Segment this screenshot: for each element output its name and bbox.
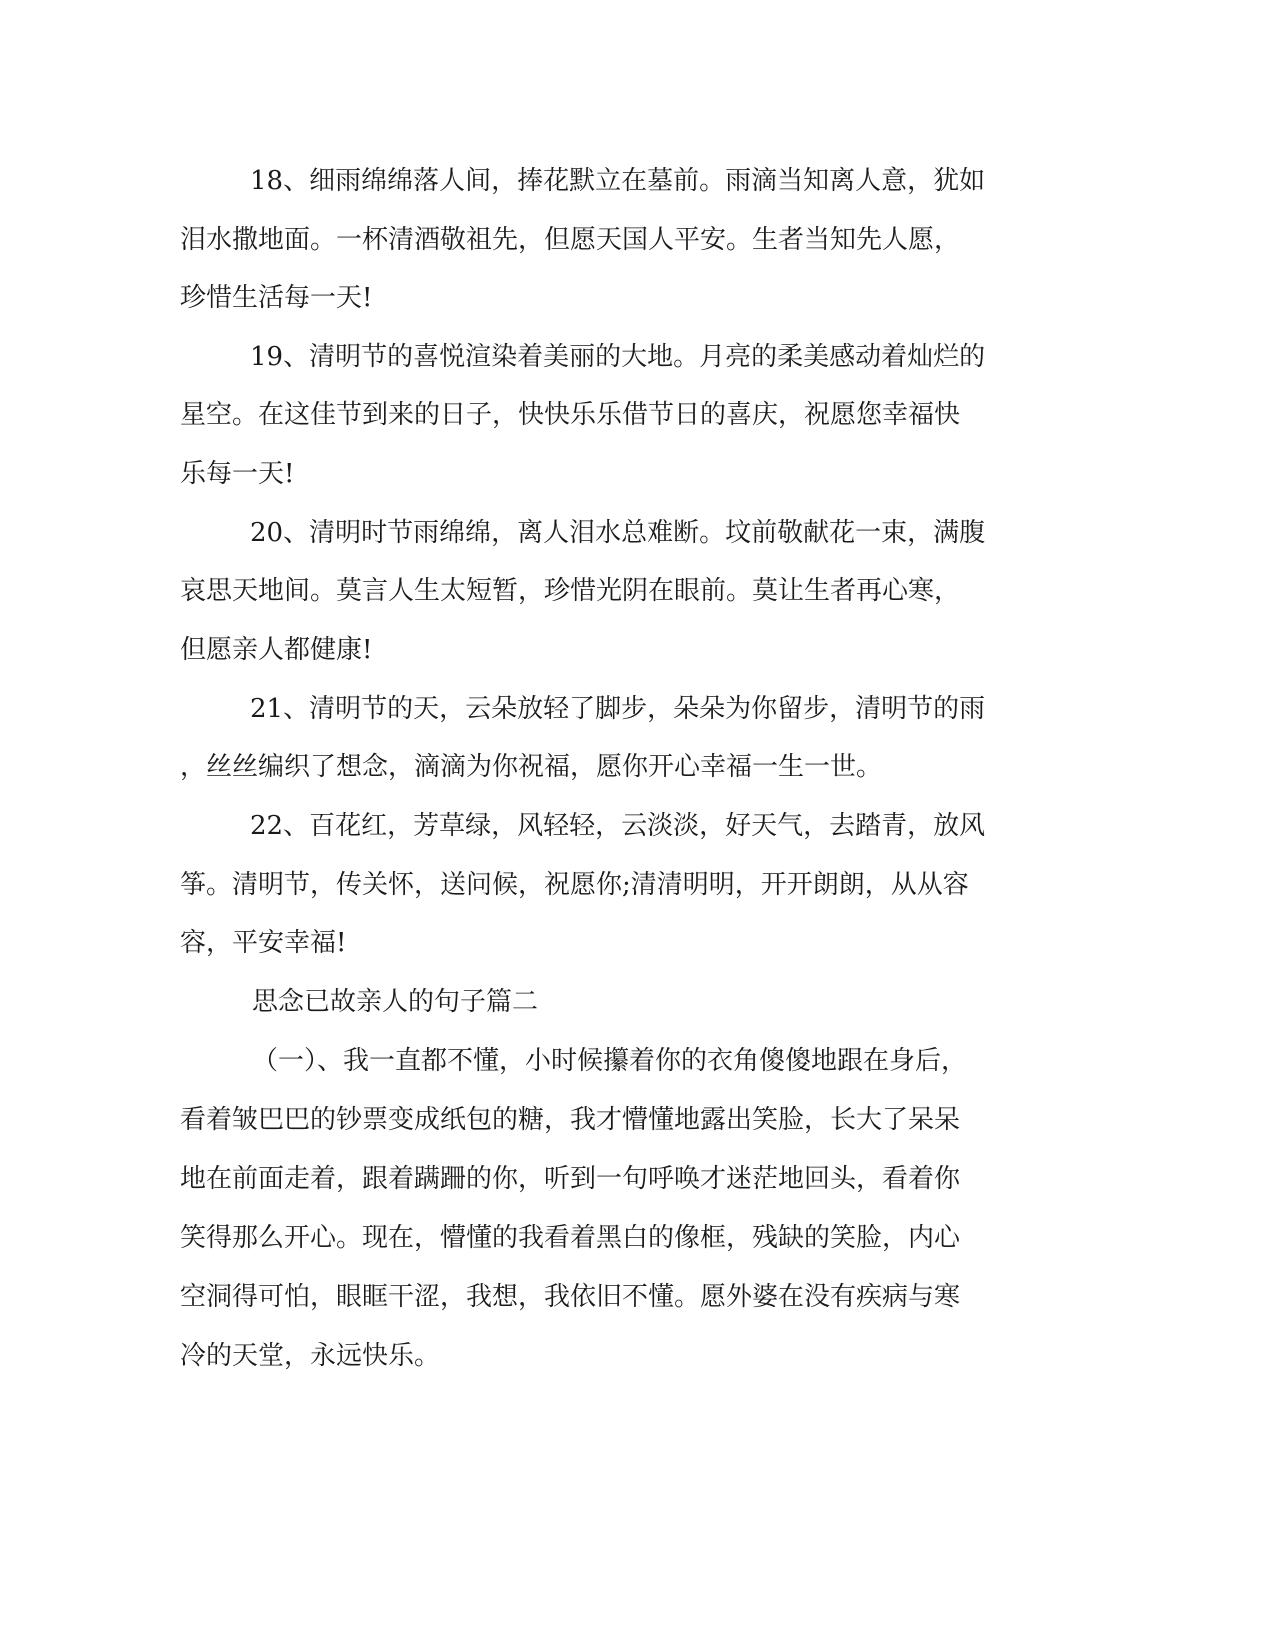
- paragraph-18-line-1: 18、细雨绵绵落人间，捧花默立在墓前。雨滴当知离人意，犹如: [250, 166, 986, 196]
- paragraph-19-line-3: 乐每一天!: [180, 459, 295, 489]
- paragraph-18-line-3: 珍惜生活每一天!: [180, 283, 373, 313]
- paragraph-1-line-4: 笑得那么开心。现在，懵懂的我看着黑白的像框，残缺的笑脸，内心: [180, 1223, 961, 1253]
- paragraph-1-line-1: （一）、我一直都不懂，小时候攥着你的衣角傻傻地跟在身后，: [252, 1046, 968, 1076]
- paragraph-19-line-1: 19、清明节的喜悦渲染着美丽的大地。月亮的柔美感动着灿烂的: [250, 342, 986, 372]
- paragraph-1-line-2: 看着皱巴巴的钞票变成纸包的糖，我才懵懂地露出笑脸，长大了呆呆: [180, 1105, 961, 1135]
- paragraph-1-line-5: 空洞得可怕，眼眶干涩，我想，我依旧不懂。愿外婆在没有疾病与寒: [180, 1282, 961, 1312]
- paragraph-22-line-3: 容，平安幸福!: [180, 928, 347, 958]
- paragraph-20-line-1: 20、清明时节雨绵绵，离人泪水总难断。坟前敬献花一束，满腹: [250, 518, 986, 548]
- paragraph-22-line-2: 筝。清明节，传关怀，送问候，祝愿你;清清明明，开开朗朗，从从容: [180, 870, 969, 900]
- section-heading: 思念已故亲人的句子篇二: [252, 987, 539, 1017]
- paragraph-21-line-2: ，丝丝编织了想念，滴滴为你祝福，愿你开心幸福一生一世。: [180, 752, 883, 782]
- paragraph-1-line-6: 冷的天堂，永远快乐。: [180, 1341, 441, 1371]
- paragraph-20-line-2: 哀思天地间。莫言人生太短暂，珍惜光阴在眼前。莫让生者再心寒，: [180, 576, 961, 606]
- paragraph-19-line-2: 星空。在这佳节到来的日子，快快乐乐借节日的喜庆，祝愿您幸福快: [180, 400, 961, 430]
- paragraph-22-line-1: 22、百花红，芳草绿，风轻轻，云淡淡，好天气，去踏青，放风: [250, 811, 986, 841]
- paragraph-1-line-3: 地在前面走着，跟着蹒跚的你，听到一句呼唤才迷茫地回头，看着你: [180, 1164, 961, 1194]
- paragraph-18-line-2: 泪水撒地面。一杯清酒敬祖先，但愿天国人平安。生者当知先人愿，: [180, 225, 961, 255]
- paragraph-21-line-1: 21、清明节的天，云朵放轻了脚步，朵朵为你留步，清明节的雨: [250, 694, 986, 724]
- paragraph-20-line-3: 但愿亲人都健康!: [180, 635, 373, 665]
